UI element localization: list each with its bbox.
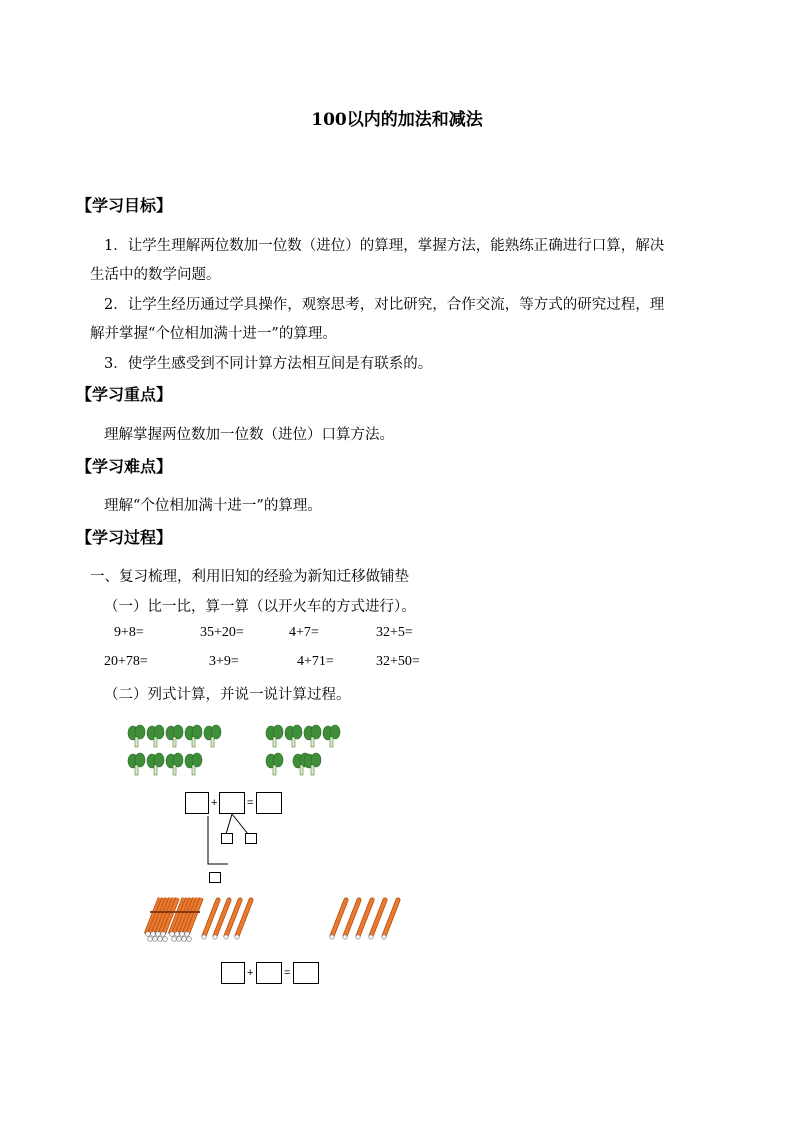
calc-item: 4+7=: [289, 625, 319, 640]
vegetable-icon: [285, 725, 302, 747]
vegetable-icon: [185, 725, 202, 747]
calc-item: 9+8=: [114, 625, 144, 640]
key-point-heading: 【学习重点】: [76, 385, 173, 404]
split-diagram-lines: [200, 812, 280, 902]
vegetable-icon: [128, 753, 145, 775]
answer-box-addend-2b[interactable]: [256, 962, 282, 984]
goals-heading: 【学习目标】: [76, 196, 173, 215]
process-sub-1: （一）比一比，算一算（以开火车的方式进行）。: [104, 599, 416, 615]
vegetable-icon: [166, 753, 183, 775]
vegetable-illustration: [125, 722, 355, 782]
counting-sticks-illustration: [140, 892, 410, 947]
calc-item: 20+78=: [104, 654, 148, 669]
key-point-text: 理解掌握两位数加一位数（进位）口算方法。: [104, 427, 394, 443]
calc-item: 32+50=: [376, 654, 420, 669]
difficulty-text: 理解“个位相加满十进一”的算理。: [104, 498, 322, 514]
vegetable-icon: [147, 725, 164, 747]
goal-line-2: 生活中的数学问题。: [90, 267, 221, 283]
vegetable-icon: [323, 725, 340, 747]
vegetable-icon: [304, 725, 321, 747]
answer-box-addend-1[interactable]: [185, 792, 209, 814]
process-heading: 【学习过程】: [76, 528, 173, 547]
difficulty-heading: 【学习难点】: [76, 457, 173, 476]
plus-sign: +: [247, 967, 254, 979]
process-sub-2: （二）列式计算，并说一说计算过程。: [104, 687, 351, 703]
process-step-1: 一、复习梳理，利用旧知的经验为新知迁移做铺垫: [90, 569, 409, 585]
equals-sign: =: [247, 797, 254, 809]
split-box-left[interactable]: [221, 833, 233, 844]
answer-box-sum[interactable]: [256, 792, 282, 814]
vegetable-icon: [166, 725, 183, 747]
answer-box-addend-2[interactable]: [219, 792, 245, 814]
calc-item: 32+5=: [376, 625, 413, 640]
calc-item: 3+9=: [209, 654, 239, 669]
goal-line-1: 1．让学生理解两位数加一位数（进位）的算理，掌握方法，能熟练正确进行口算，解决: [104, 238, 665, 254]
calc-item: 4+71=: [297, 654, 334, 669]
page-title: 100以内的加法和减法: [311, 110, 483, 130]
vegetable-icon: [266, 753, 283, 775]
equals-sign: =: [284, 967, 291, 979]
vegetable-icon: [204, 725, 221, 747]
vegetable-icon: [147, 753, 164, 775]
vegetable-icon: [128, 725, 145, 747]
goal-line-5: 3．使学生感受到不同计算方法相互间是有联系的。: [104, 356, 433, 372]
partial-sum-box[interactable]: [209, 872, 221, 883]
goal-line-4: 解并掌握“个位相加满十进一”的算理。: [90, 326, 337, 342]
plus-sign: +: [211, 797, 218, 809]
split-box-right[interactable]: [245, 833, 257, 844]
vegetable-icon: [266, 725, 283, 747]
answer-box-addend-1b[interactable]: [221, 962, 245, 984]
vegetable-icon: [304, 753, 321, 775]
vegetable-icon: [185, 753, 202, 775]
answer-box-sumb[interactable]: [293, 962, 319, 984]
calc-item: 35+20=: [200, 625, 244, 640]
goal-line-3: 2．让学生经历通过学具操作，观察思考，对比研究，合作交流，等方式的研究过程，理: [104, 297, 665, 313]
